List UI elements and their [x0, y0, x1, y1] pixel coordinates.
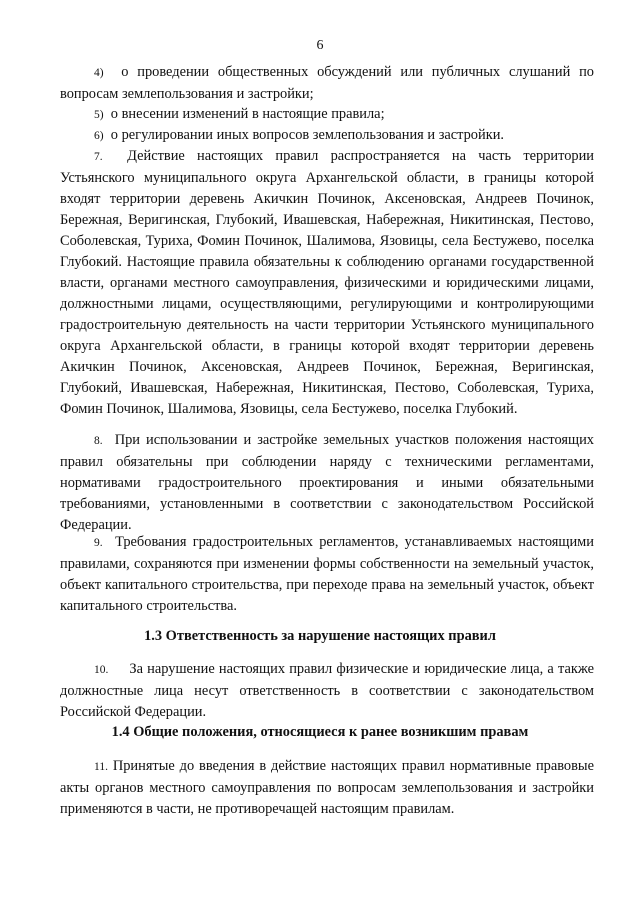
list-item-5	[60, 104, 594, 126]
item-number: 7.	[94, 151, 103, 163]
item-number: 9.	[94, 537, 103, 549]
item-text: При использовании и застройке земельных участков положения настоящих правил обязательны при соблюдении наряду с техническими регламентами, нормативами градостроительного проектирования и иными обязательными требованиями, установленными в соответствии с законодательством Российской Федерации.	[60, 432, 594, 533]
list-item-6	[60, 125, 594, 147]
item-number: 6)	[94, 130, 104, 142]
item-text: о внесении изменений в настоящие правила;	[110, 106, 385, 122]
item-text: о регулировании иных вопросов землепользования и застройки.	[110, 127, 504, 143]
item-text: Принятые до введения в действие настоящих правил нормативные правовые акты органов местного самоуправления по вопросам землепользования и застройки применяются в части, не противоречащей настоящим правилам.	[60, 758, 594, 817]
section-heading-1-4: 1.4 Общие положения, относящиеся к ранее возникшим правам	[111, 724, 529, 740]
item-number: 10.	[94, 664, 109, 676]
item-number: 4)	[94, 67, 104, 79]
section-heading-1-3: 1.3 Ответственность за нарушение настоящих правил	[144, 628, 496, 644]
item-number: 8.	[94, 435, 103, 447]
paragraph-11	[60, 756, 594, 820]
paragraph-7	[60, 146, 594, 420]
paragraph-8	[60, 430, 594, 536]
list-item-4	[60, 62, 594, 105]
item-text: За нарушение настоящих правил физические и юридические лица, а также должностные лица несут ответственность в соответствии с законодательством Российской Федерации.	[60, 661, 594, 720]
item-text: Действие настоящих правил распространяется на часть территории Устьянского муниципального округа Архангельской области, в границы которой входят территории деревень Акичкин Починок, Аксеновская, Андреев Починок, Бережная, Веригинская, Глубокий, Ивашевская, Набережная, Никитинская, Пестово, Соболевская, Туриха, Фомин Починок, Шалимова, Язовицы, села Бестужево, поселка Глубокий. Настоящие правила обязательны к соблюдению органами государственной власти, органами местного самоуправления, физическими и юридическими лицами, должностными лицами, осуществляющими, регулирующими и контролирующими градостроительную деятельность на части территории Устьянского муниципального округа Архангельской области, в границы которой входят территории деревень Акичкин Починок, Аксеновская, Андреев Починок, Бережная, Веригинская, Глубокий, Ивашевская, Набережная, Никитинская, Пестово, Соболевская, Туриха, Фомин Починок, Шалимова, Язовицы, села Бестужево, поселка Глубокий.	[60, 148, 594, 417]
item-text: Требования градостроительных регламентов, устанавливаемых настоящими правилами, сохраняются при изменении формы собственности на земельный участок, объект капитального строительства, при переходе права на земельный участок, объект капитального строительства.	[60, 534, 594, 614]
page-number: 6	[316, 38, 324, 53]
paragraph-9	[60, 532, 594, 617]
item-number: 11.	[94, 761, 108, 773]
paragraph-10	[60, 659, 594, 723]
item-number: 5)	[94, 109, 104, 121]
item-text: о проведении общественных обсуждений или публичных слушаний по вопросам землепользования и застройки;	[60, 64, 594, 102]
